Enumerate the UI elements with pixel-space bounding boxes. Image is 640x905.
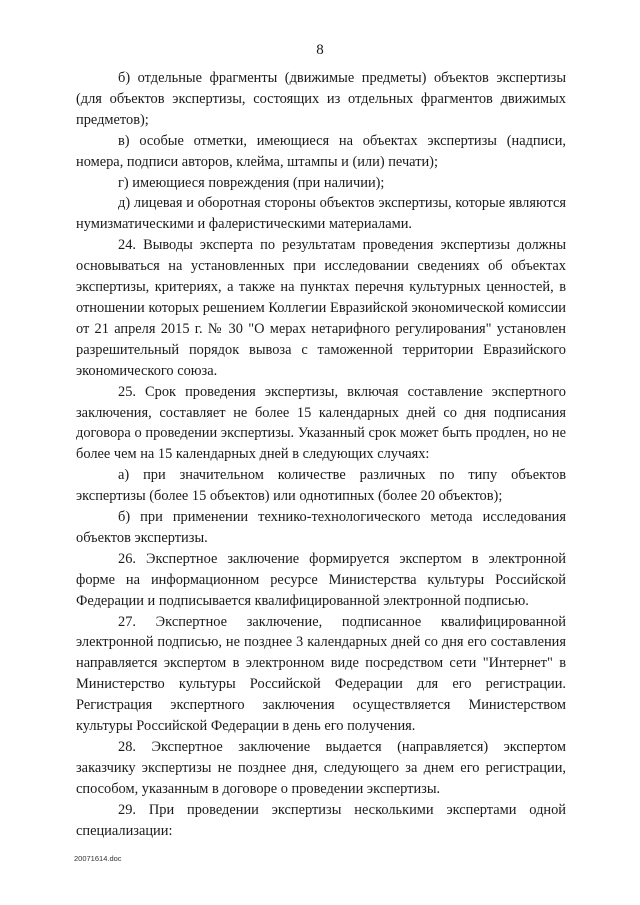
paragraph-27: 27. Экспертное заключение, подписанное квалифицированной электронной подписью, не позднее 3 календарных дней со дня его составления направляется экспертом в электронном виде посредством сети "Интернет" в Министерство культуры Российской Федерации для его регистрации. Регистрация экспертного заключения осуществляется Министерством культуры Российской Федерации в день его получения. bbox=[76, 613, 566, 735]
paragraph-item-v: в) особые отметки, имеющиеся на объектах экспертизы (надписи, номера, подписи авторов, клейма, штампы и (или) печати); bbox=[76, 132, 566, 170]
paragraph-item-g: г) имеющиеся повреждения (при наличии); bbox=[118, 174, 385, 191]
paragraph-24: 24. Выводы эксперта по результатам проведения экспертизы должны основываться на установленных при исследовании сведениях об объектах экспертизы, критериях, а также на пунктах перечня культурных ценностей, в отношении которых решением Коллегии Евразийской экономической комиссии от 21 апреля 2015 г. № 30 "О мерах нетарифного регулирования" установлен разрешительный порядок вывоза с таможенной территории Евразийского экономического союза. bbox=[76, 237, 566, 379]
paragraph-26: 26. Экспертное заключение формируется экспертом в электронной форме на информационном ресурсе Министерства культуры Российской Федерации и подписывается квалифицированной электронной подписью. bbox=[76, 550, 566, 609]
page-number: 8 bbox=[316, 42, 324, 58]
paragraph-25-item-a: а) при значительном количестве различных по типу объектов экспертизы (более 15 объектов) или однотипных (более 20 объектов); bbox=[76, 467, 566, 505]
paragraph-29: 29. При проведении экспертизы несколькими экспертами одной специализации: bbox=[76, 801, 566, 839]
footer-filename: 20071614.doc bbox=[74, 854, 122, 863]
document-body bbox=[76, 68, 566, 842]
paragraph-item-b: б) отдельные фрагменты (движимые предметы) объектов экспертизы (для объектов экспертизы, состоящих из отдельных фрагментов движимых предметов); bbox=[76, 70, 566, 128]
paragraph-25-item-b: б) при применении технико-технологического метода исследования объектов экспертизы. bbox=[76, 509, 566, 546]
paragraph-25: 25. Срок проведения экспертизы, включая составление экспертного заключения, составляет не более 15 календарных дней со дня подписания договора о проведении экспертизы. Указанный срок может быть продлен, но не более чем на 15 календарных дней в следующих случаях: bbox=[76, 383, 566, 463]
paragraph-28: 28. Экспертное заключение выдается (направляется) экспертом заказчику экспертизы не позднее дня, следующего за днем его регистрации, способом, указанным в договоре о проведении экспертизы. bbox=[76, 739, 566, 797]
paragraph-item-d: д) лицевая и оборотная стороны объектов экспертизы, которые являются нумизматическими и фалеристическими материалами. bbox=[76, 195, 566, 233]
